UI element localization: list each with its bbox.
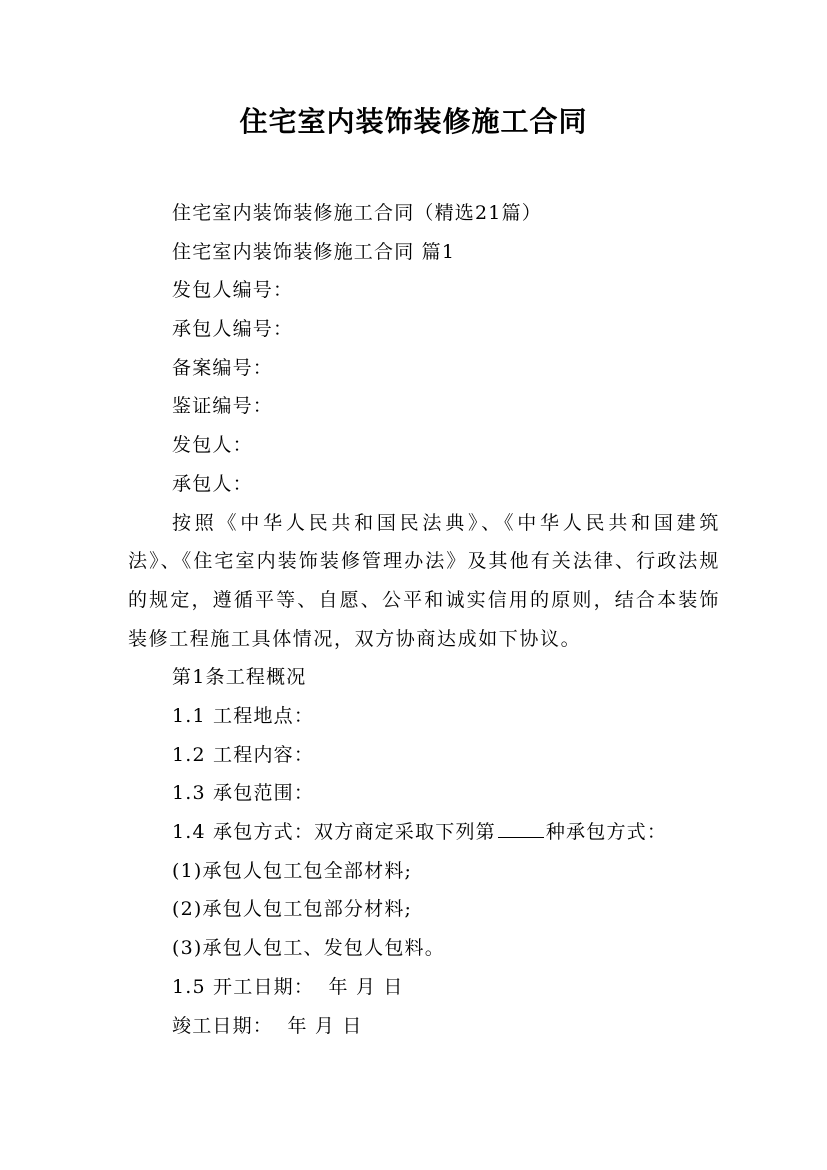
clause-scope: 1.3 承包范围：	[172, 782, 315, 805]
blank-underline	[498, 821, 544, 838]
clause-method-suffix: 种承包方式：	[545, 821, 668, 844]
clause-end-date: 竣工日期： 年 月 日	[172, 1014, 363, 1037]
option-1: (1)承包人包工包全部材料;	[172, 859, 413, 882]
clause-method	[128, 813, 720, 852]
contractor-field: 承包人：	[172, 472, 253, 495]
option-3: (3)承包人包工、发包人包料。	[172, 937, 445, 960]
section-heading: 住宅室内装饰装修施工合同 篇1	[172, 240, 456, 263]
certification-number-field: 鉴证编号：	[172, 395, 274, 418]
preamble-paragraph: 按照《中华人民共和国民法典》、《中华人民共和国建筑法》、《住宅室内装饰装修管理办法》及其他有关法律、行政法规的规定，遵循平等、自愿、公平和诚实信用的原则，结合本装饰装修工程施工具体情况，双方协商达成如下协议。	[128, 511, 720, 650]
contractor-number-field: 承包人编号：	[172, 318, 294, 341]
clause-location: 1.1 工程地点：	[172, 705, 315, 727]
employer-number-field: 发包人编号：	[172, 279, 294, 302]
employer-field: 发包人：	[172, 434, 253, 457]
document-subtitle: 住宅室内装饰装修施工合同（精选21篇）	[172, 202, 542, 224]
article-heading: 第1条工程概况	[172, 666, 307, 689]
clause-start-date: 1.5 开工日期： 年 月 日	[172, 975, 404, 998]
document-body	[128, 194, 720, 1045]
clause-method-prefix: 1.4 承包方式：双方商定采取下列第	[172, 821, 496, 844]
page-title: 住宅室内装饰装修施工合同	[239, 105, 588, 138]
filing-number-field: 备案编号：	[172, 356, 274, 379]
clause-content: 1.2 工程内容：	[172, 743, 315, 766]
option-2: (2)承包人包工包部分材料;	[172, 898, 413, 921]
